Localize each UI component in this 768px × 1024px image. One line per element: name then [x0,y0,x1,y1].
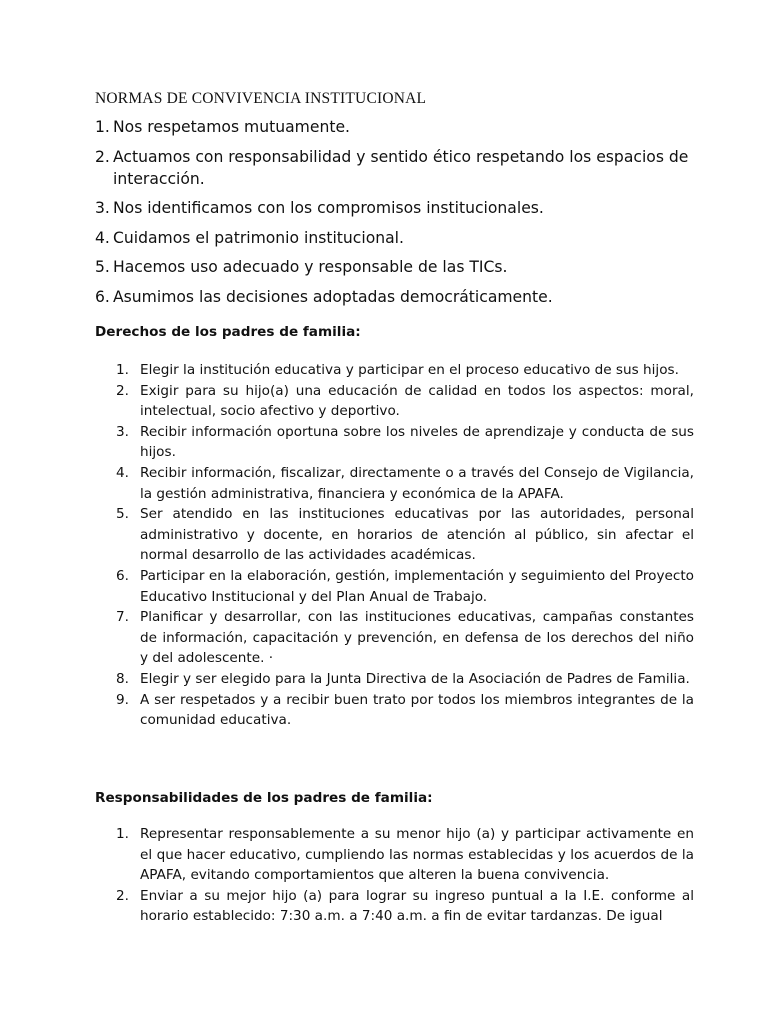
item-number: 9. [116,691,129,708]
responsibilities-heading: Responsabilidades de los padres de familia: [95,790,433,806]
right-item [116,463,694,504]
right-item [116,669,694,690]
item-text: Elegir la institución educativa y participar en el proceso educativo de sus hijos. [140,362,679,378]
right-item [116,360,694,381]
item-number: 7. [116,609,129,626]
item-number: 2. [95,147,110,166]
item-text: Actuamos con responsabilidad y sentido ético respetando los espacios de interacción. [113,147,689,188]
item-text: Recibir información, fiscalizar, directamente o a través del Consejo de Vigilancia, la gestión administrativa, financiera y económica de la APAFA. [140,464,694,502]
norms-list [95,116,715,315]
item-number: 4. [116,464,129,481]
item-number: 5. [116,506,129,523]
right-item [116,690,694,731]
item-text: Nos identificamos con los compromisos institucionales. [113,199,544,217]
item-number: 2. [116,382,129,399]
item-text: Representar responsablemente a su menor hijo (a) y participar activamente en el que hacer educativo, cumpliendo las normas establecidas y los acuerdos de la APAFA, evitando comportamientos que alteren la buena convivencia. [140,826,694,884]
rights-list [116,360,694,731]
page-title: NORMAS DE CONVIVENCIA INSTITUCIONAL [95,90,427,107]
item-number: 6. [95,287,110,306]
right-item [116,566,694,607]
item-number: 1. [95,118,110,136]
responsibilities-list [116,824,694,927]
item-text: Elegir y ser elegido para la Junta Directiva de la Asociación de Padres de Familia. [140,670,690,687]
norm-item [95,116,715,138]
item-text: A ser respetados y a recibir buen trato por todos los miembros integrantes de la comunidad educativa. [140,691,694,729]
item-number: 5. [95,258,110,276]
item-number: 1. [116,826,129,842]
item-text: Exigir para su hijo(a) una educación de calidad en todos los aspectos: moral, intelectual, socio afectivo y deportivo. [140,382,694,420]
item-text: Planificar y desarrollar, con las instituciones educativas, campañas constantes de información, capacitación y prevención, en defensa de los derechos del niño y del adolescente. · [140,609,694,667]
item-number: 6. [116,567,129,584]
norm-item [95,256,715,278]
item-number: 4. [95,228,110,247]
item-number: 3. [116,423,129,440]
item-text: Hacemos uso adecuado y responsable de las TICs. [113,258,508,276]
item-text: Participar en la elaboración, gestión, implementación y seguimiento del Proyecto Educativo Institucional y del Plan Anual de Trabajo. [140,567,694,605]
item-text: Nos respetamos mutuamente. [113,118,351,136]
item-text: Enviar a su mejor hijo (a) para lograr su ingreso puntual a la I.E. conforme al horario establecido: 7:30 a.m. a 7:40 a.m. a fin de evitar tardanzas. De igual [140,887,694,925]
norm-item [95,227,715,249]
norm-item [95,286,715,308]
item-number: 8. [116,670,129,687]
responsibility-item [116,886,694,927]
item-text: Ser atendido en las instituciones educativas por las autoridades, personal administrativo y docente, en horarios de atención al público, sin afectar el normal desarrollo de las actividades académicas. [140,506,694,564]
item-text: Asumimos las decisiones adoptadas democráticamente. [113,287,553,306]
right-item [116,422,694,463]
item-text: Recibir información oportuna sobre los niveles de aprendizaje y conducta de sus hijos. [140,423,694,461]
item-number: 1. [116,362,129,378]
responsibility-item [116,824,694,886]
item-number: 2. [116,887,129,904]
item-text: Cuidamos el patrimonio institucional. [113,228,404,247]
right-item [116,607,694,669]
right-item [116,381,694,422]
norm-item [95,197,715,219]
item-number: 3. [95,199,110,217]
norm-item [95,146,715,190]
rights-heading: Derechos de los padres de familia: [95,324,361,340]
right-item [116,504,694,566]
